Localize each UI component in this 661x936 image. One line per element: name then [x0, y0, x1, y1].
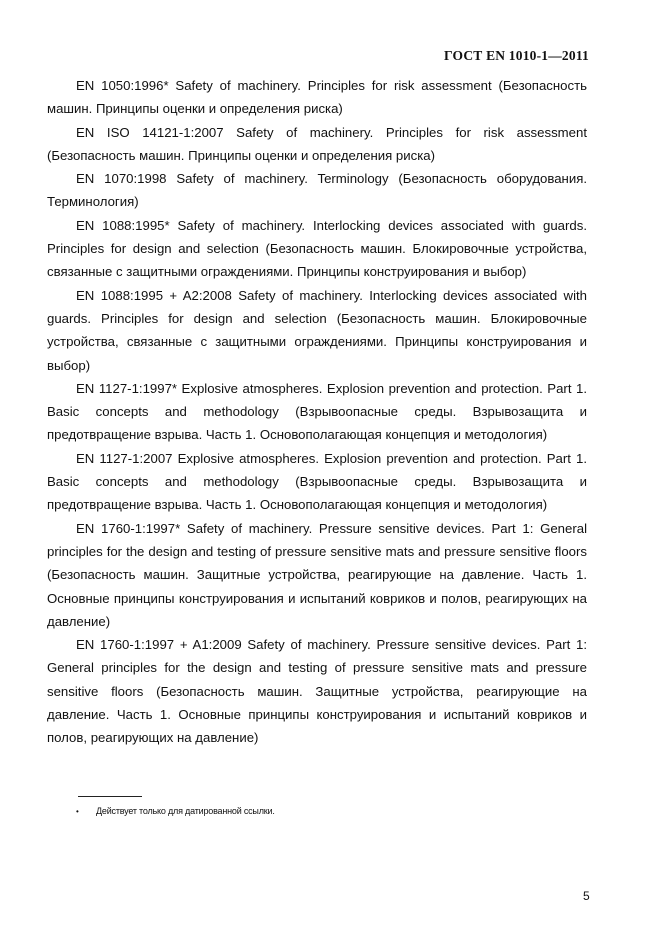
reference-entry: EN 1127-1:2007 Explosive atmospheres. Explosion prevention and protection. Part 1. Basic concepts and methodology (Взрывоопасные среды. Взрывозащита и предотвращение взрыва. Часть 1. Основополагающая концепция и методология)	[47, 450, 587, 513]
footnote	[76, 806, 275, 816]
footnote-separator	[78, 796, 142, 797]
reference-entry: EN ISO 14121-1:2007 Safety of machinery. Principles for risk assessment (Безопасность машин. Принципы оценки и определения риска)	[47, 124, 587, 163]
reference-entry: EN 1760-1:1997 + A1:2009 Safety of machinery. Pressure sensitive devices. Part 1: General principles for the design and testing of pressure sensitive mats and pressure sensitive floors (Безопасность машин. Защитные устройства, реагирующие на давление. Часть 1. Основные принципы конструирования и испытаний ковриков и полов, реагирующих на давление)	[47, 637, 587, 746]
reference-entry: EN 1088:1995* Safety of machinery. Interlocking devices associated with guards. Principles for design and selection (Безопасность машин. Блокировочные устройства, связанные с защитными ограждениями. Принципы конструирования и выбор)	[47, 217, 587, 280]
page-number: 5	[583, 889, 590, 903]
normative-references-list	[47, 74, 587, 750]
footnote-marker: •	[76, 807, 79, 816]
footnote-text: Действует только для датированной ссылки.	[96, 806, 275, 816]
reference-entry: EN 1070:1998 Safety of machinery. Terminology (Безопасность оборудования. Терминология)	[47, 171, 587, 210]
reference-entry: EN 1760-1:1997* Safety of machinery. Pressure sensitive devices. Part 1: General principles for the design and testing of pressure sensitive mats and pressure sensitive floors (Безопасность машин. Защитные устройства, реагирующие на давление. Часть 1. Основные принципы конструирования и испытаний ковриков и полов, реагирующих на давление)	[47, 520, 587, 629]
reference-entry: EN 1088:1995 + A2:2008 Safety of machinery. Interlocking devices associated with guards. Principles for design and selection (Безопасность машин. Блокировочные устройства, связанные с защитными ограждениями. Принципы конструирования и выбор)	[47, 287, 587, 373]
reference-entry: EN 1050:1996* Safety of machinery. Principles for risk assessment (Безопасность машин. Принципы оценки и определения риска)	[47, 78, 587, 117]
reference-entry: EN 1127-1:1997* Explosive atmospheres. Explosion prevention and protection. Part 1. Basic concepts and methodology (Взрывоопасные среды. Взрывозащита и предотвращение взрыва. Часть 1. Основополагающая концепция и методология)	[47, 380, 587, 443]
document-code-header: ГОСТ EN 1010-1—2011	[444, 48, 589, 63]
